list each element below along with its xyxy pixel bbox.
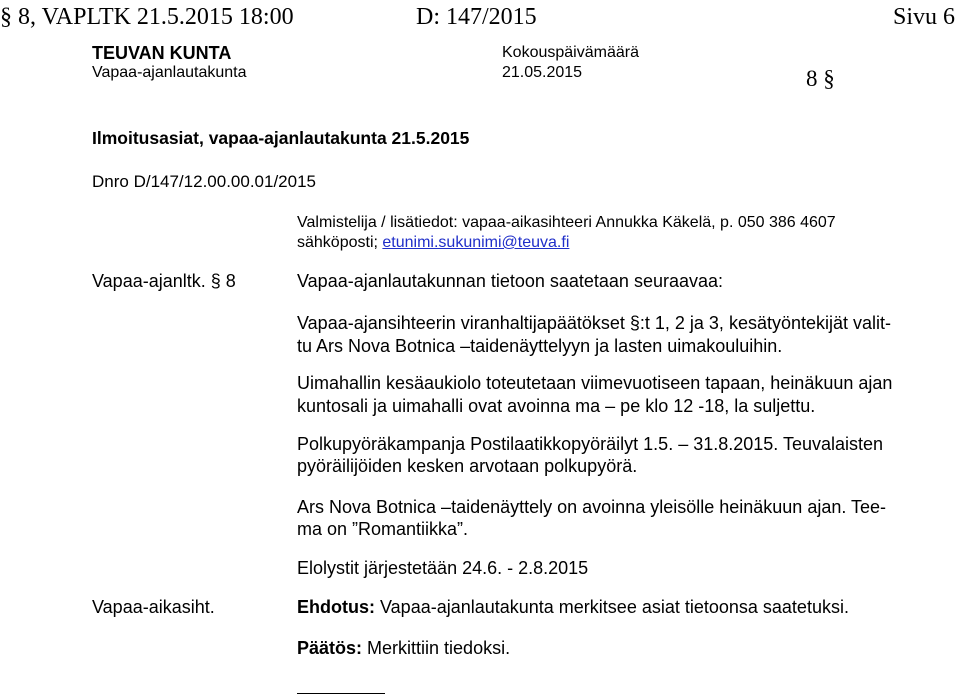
paragraph-2-line-2: kuntosali ja uimahalli ovat avoinna ma – pe klo 12 -18, la suljettu. bbox=[297, 396, 816, 416]
decision-label: Päätös: bbox=[297, 638, 363, 658]
preparer-email-line bbox=[297, 234, 569, 252]
meeting-date: 21.05.2015 bbox=[502, 64, 583, 81]
section-number: 8 § bbox=[806, 66, 835, 91]
paragraph-4-line-2: ma on ”Romantiikka”. bbox=[297, 519, 469, 539]
record-number: Dnro D/147/12.00.00.01/2015 bbox=[92, 172, 317, 191]
paragraph-3-line-1: Polkupyöräkampanja Postilaatikkopyöräilyt 1.5. – 31.8.2015. Teuvalaisten bbox=[297, 434, 884, 454]
decision-text: Merkittiin tiedoksi. bbox=[362, 638, 511, 658]
page-title: Ilmoitusasiat, vapaa-ajanlautakunta 21.5.2015 bbox=[92, 128, 470, 148]
margin-label-secretary: Vapaa-aikasiht. bbox=[92, 597, 215, 617]
paragraph-3-line-2: pyöräilijöiden kesken arvotaan polkupyörä. bbox=[297, 456, 638, 476]
header-document-number: D: 147/2015 bbox=[416, 4, 537, 30]
proposal-label: Ehdotus: bbox=[297, 597, 375, 617]
paragraph-2-line-1: Uimahallin kesäaukiolo toteutetaan viimevuotiseen tapaan, heinäkuun ajan bbox=[297, 373, 893, 393]
proposal-text: Vapaa-ajanlautakunta merkitsee asiat tietoonsa saatetuksi. bbox=[375, 597, 849, 617]
paragraph-5: Elolystit järjestetään 24.6. - 2.8.2015 bbox=[297, 558, 589, 578]
margin-label-board: Vapaa-ajanltk. § 8 bbox=[92, 271, 236, 291]
paragraph-1-line-2: tu Ars Nova Botnica –taidenäyttelyyn ja lasten uimakouluihin. bbox=[297, 336, 783, 356]
paragraph-1-line-1: Vapaa-ajansihteerin viranhaltijapäätökset §:t 1, 2 ja 3, kesätyöntekijät valit- bbox=[297, 313, 892, 333]
intro-text: Vapaa-ajanlautakunnan tietoon saatetaan seuraavaa: bbox=[297, 271, 723, 291]
header-section-ref: § 8, VAPLTK 21.5.2015 18:00 bbox=[0, 4, 294, 30]
municipality-name: TEUVAN KUNTA bbox=[92, 43, 232, 63]
email-link[interactable]: etunimi.sukunimi@teuva.fi bbox=[382, 234, 570, 251]
decision-line bbox=[297, 638, 510, 659]
meeting-date-label: Kokouspäivämäärä bbox=[502, 44, 639, 61]
signature-line bbox=[297, 693, 385, 694]
board-name: Vapaa-ajanlautakunta bbox=[92, 64, 247, 81]
paragraph-4-line-1: Ars Nova Botnica –taidenäyttely on avoinna yleisölle heinäkuun ajan. Tee- bbox=[297, 497, 887, 517]
header-page-number: Sivu 6 bbox=[892, 4, 955, 30]
preparer-info: Valmistelija / lisätiedot: vapaa-aikasihteeri Annukka Käkelä, p. 050 386 4607 bbox=[297, 214, 836, 231]
proposal-line bbox=[297, 597, 849, 618]
email-prefix: sähköposti; bbox=[297, 234, 383, 251]
